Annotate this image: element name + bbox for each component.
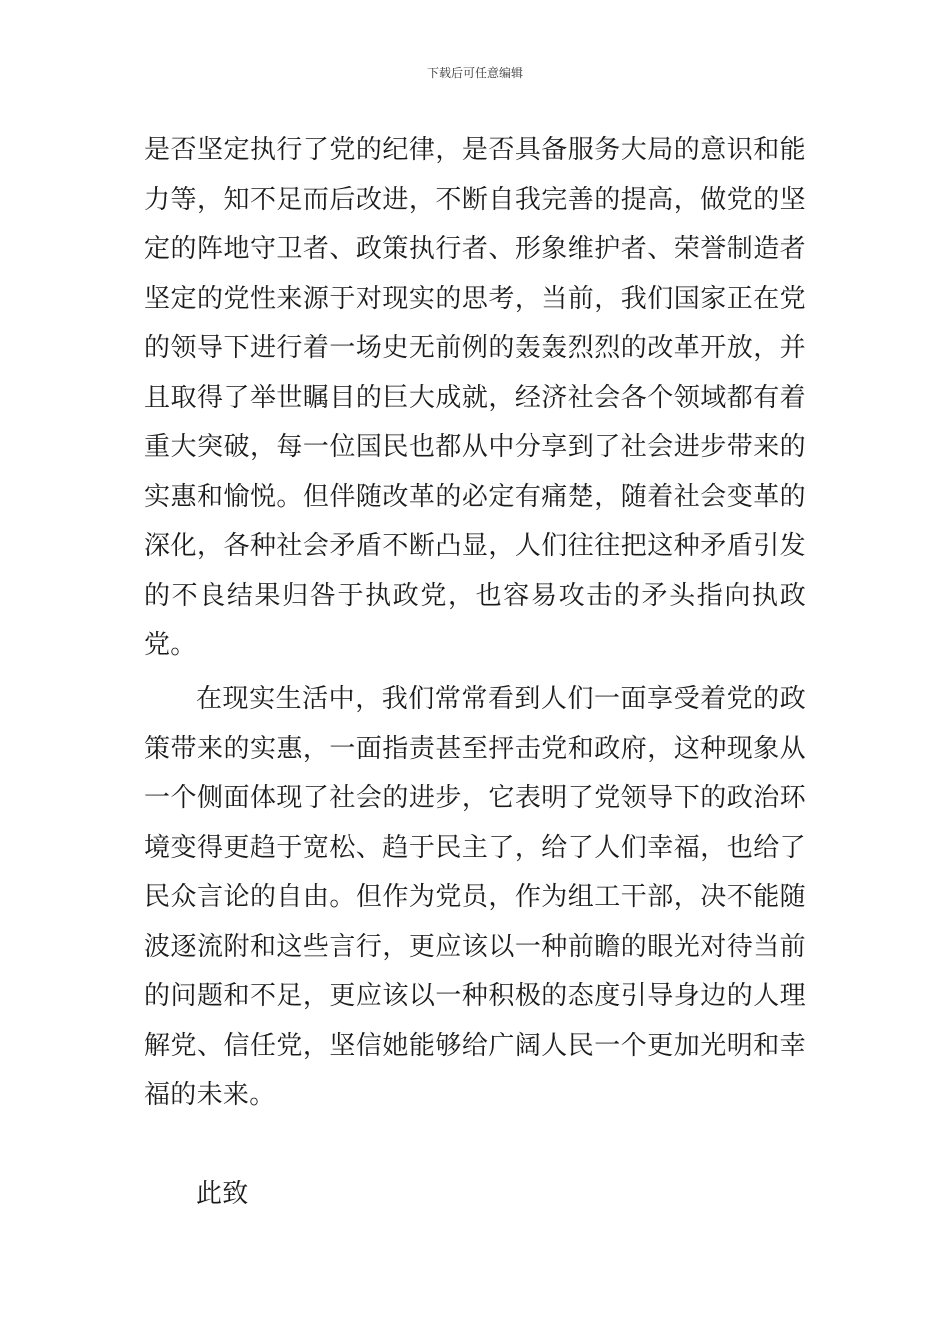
page-header-note: 下载后可任意编辑 [426, 66, 523, 80]
body-paragraph-1: 是否坚定执行了党的纪律，是否具备服务大局的意识和能力等，知不足而后改进，不断自我完善的提高，做党的坚定的阵地守卫者、政策执行者、形象维护者、荣誉制造者坚定的党性来源于对现实的思考，当前，我们国家正在党的领导下进行着一场史无前例的轰轰烈烈的改革开放，并且取得了举世瞩目的巨大成就，经济社会各个领域都有着重大突破，每一位国民也都从中分享到了社会进步带来的实惠和愉悦。但伴随改革的必定有痛楚，随着社会变革的深化，各种社会矛盾不断凸显，人们往往把这种矛盾引发的不良结果归咎于执政党，也容易攻击的矛头指向执政党。 [144, 135, 806, 660]
closing-salutation: 此致 [196, 1179, 249, 1209]
body-paragraph-2: 在现实生活中，我们常常看到人们一面享受着党的政策带来的实惠，一面指责甚至抨击党和政府，这种现象从一个侧面体现了社会的进步，它表明了党领导下的政治环境变得更趋于宽松、趋于民主了，给了人们幸福，也给了民众言论的自由。但作为党员，作为组工干部，决不能随波逐流附和这些言行，更应该以一种前瞻的眼光对待当前的问题和不足，更应该以一种积极的态度引导身边的人理解党、信任党，坚信她能够给广阔人民一个更加光明和幸福的未来。 [144, 684, 806, 1110]
